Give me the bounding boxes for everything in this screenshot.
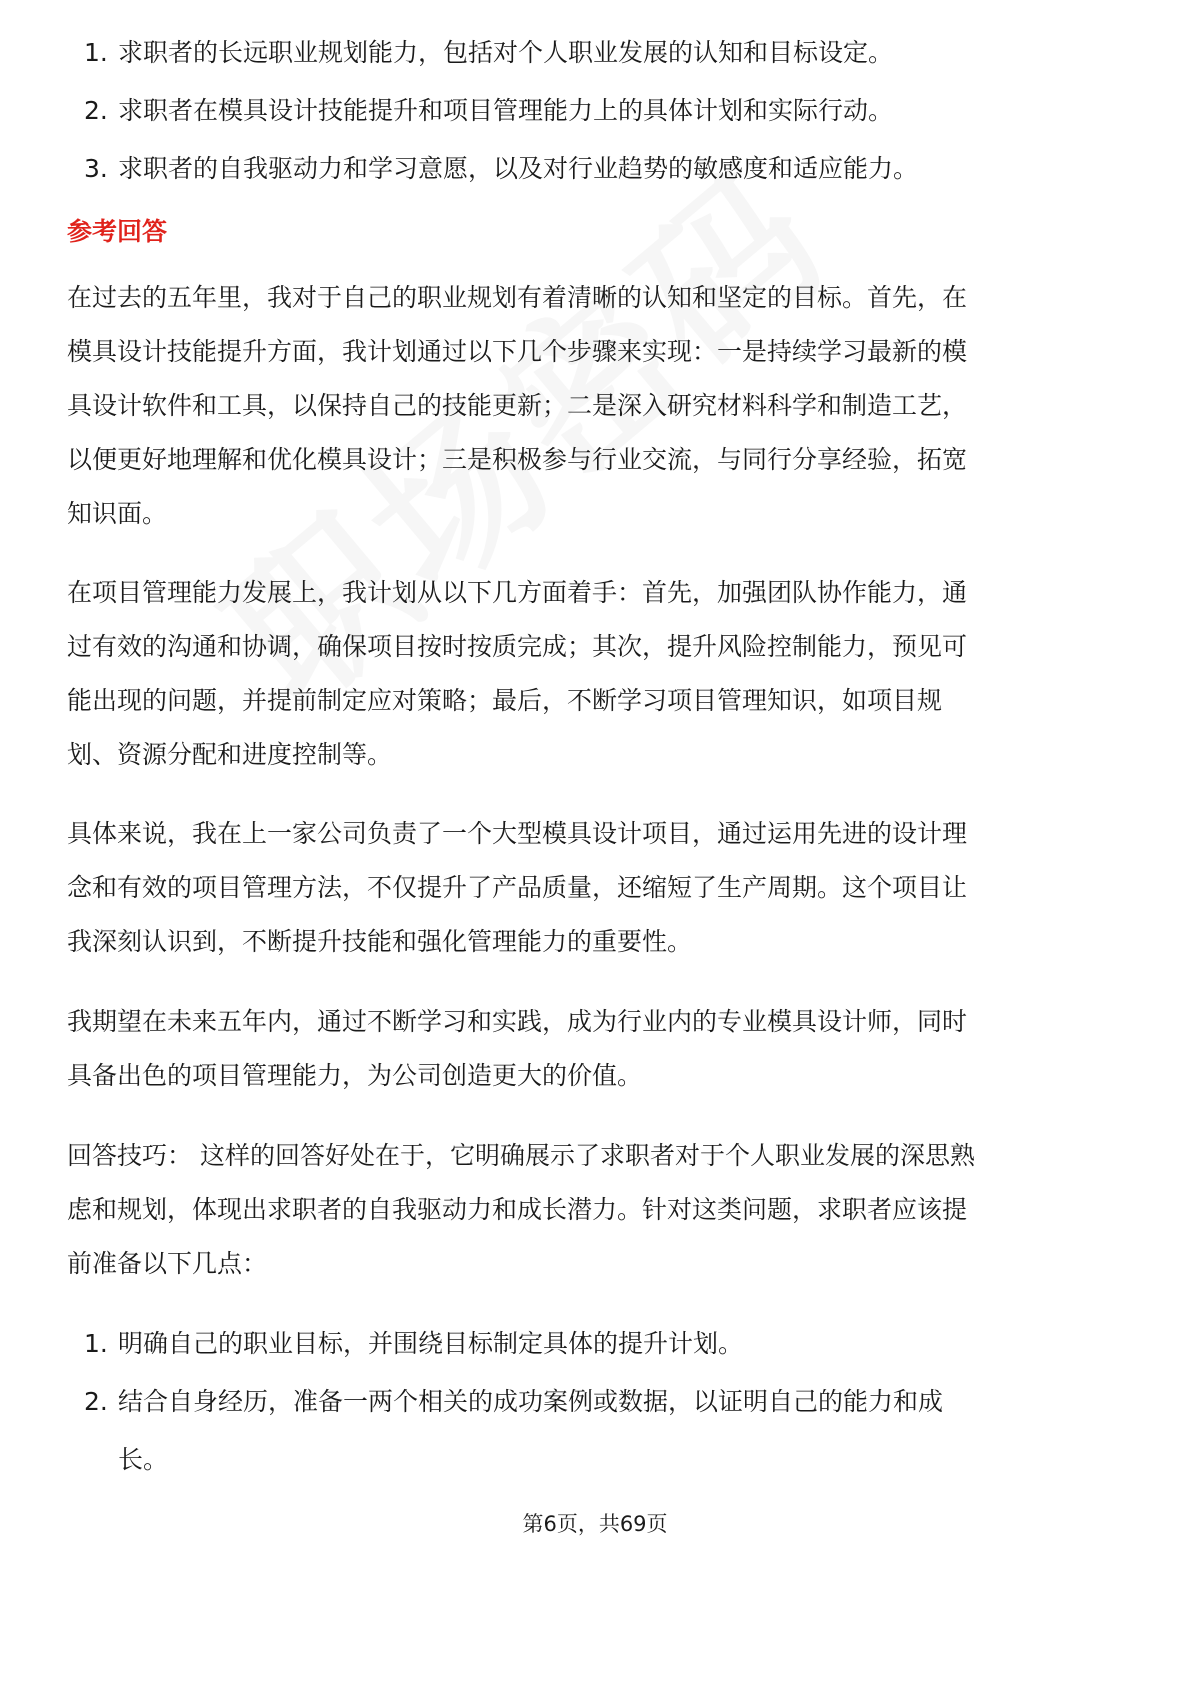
paragraph-line: 具体来说，我在上一家公司负责了一个大型模具设计项目，通过运用先进的设计理: [67, 819, 968, 848]
paragraph-line: 回答技巧： 这样的回答好处在于，它明确展示了求职者对于个人职业发展的深思熟: [67, 1141, 975, 1170]
list-text: 结合自身经历，准备一两个相关的成功案例或数据，以证明自己的能力和成: [118, 1387, 944, 1416]
list-text: 求职者在模具设计技能提升和项目管理能力上的具体计划和实际行动。: [118, 96, 894, 125]
list-number: 2.: [84, 96, 108, 125]
paragraph-line: 知识面。: [67, 499, 168, 528]
paragraph-line: 模具设计技能提升方面，我计划通过以下几个步骤来实现：一是持续学习最新的模: [67, 337, 968, 366]
paragraph-line: 在过去的五年里，我对于自己的职业规划有着清晰的认知和坚定的目标。首先，在: [67, 283, 968, 312]
paragraph: [67, 566, 1047, 782]
list-item: [0, 140, 1068, 198]
paragraph-line: 具备出色的项目管理能力，为公司创造更大的价值。: [67, 1061, 643, 1090]
tips-list: [0, 1315, 1068, 1489]
paragraph-line: 过有效的沟通和协调，确保项目按时按质完成；其次，提升风险控制能力，预见可: [67, 632, 968, 661]
list-number: 2.: [84, 1387, 108, 1416]
paragraph-line: 虑和规划，体现出求职者的自我驱动力和成长潜力。针对这类问题，求职者应该提: [67, 1195, 968, 1224]
list-item: [0, 1373, 1068, 1489]
paragraph-line: 我期望在未来五年内，通过不断学习和实践，成为行业内的专业模具设计师，同时: [67, 1007, 968, 1036]
criteria-list: [0, 24, 1068, 198]
list-number: 1.: [84, 38, 108, 67]
paragraph-line: 以便更好地理解和优化模具设计；三是积极参与行业交流，与同行分享经验，拓宽: [67, 445, 968, 474]
list-text: 求职者的自我驱动力和学习意愿，以及对行业趋势的敏感度和适应能力。: [118, 154, 919, 183]
paragraph-line: 划、资源分配和进度控制等。: [67, 740, 393, 769]
paragraph: [67, 271, 1047, 541]
list-item: [0, 1315, 1068, 1373]
paragraph-line: 具设计软件和工具，以保持自己的技能更新；二是深入研究材料科学和制造工艺，: [67, 391, 968, 420]
paragraph-line: 在项目管理能力发展上，我计划从以下几方面着手：首先，加强团队协作能力，通: [67, 578, 968, 607]
paragraph: [67, 995, 1047, 1103]
answer-tips-paragraph: [67, 1129, 1047, 1291]
list-text: 求职者的长远职业规划能力，包括对个人职业发展的认知和目标设定。: [118, 38, 894, 67]
list-item: [0, 82, 1068, 140]
paragraph-line: 前准备以下几点：: [67, 1249, 268, 1278]
list-number: 3.: [84, 154, 108, 183]
section-title: 参考回答: [67, 217, 168, 246]
paragraph-line: 念和有效的项目管理方法，不仅提升了产品质量，还缩短了生产周期。这个项目让: [67, 873, 968, 902]
paragraph: [67, 807, 1047, 969]
paragraph-line: 能出现的问题，并提前制定应对策略；最后，不断学习项目管理知识，如项目规: [67, 686, 943, 715]
list-text: 明确自己的职业目标，并围绕目标制定具体的提升计划。: [118, 1329, 744, 1358]
list-text-continued: 长。: [118, 1445, 169, 1474]
page-footer: 第6页，共69页: [522, 1512, 668, 1536]
list-number: 1.: [84, 1329, 108, 1358]
paragraph-line: 我深刻认识到，不断提升技能和强化管理能力的重要性。: [67, 927, 693, 956]
list-item: [0, 24, 1068, 82]
